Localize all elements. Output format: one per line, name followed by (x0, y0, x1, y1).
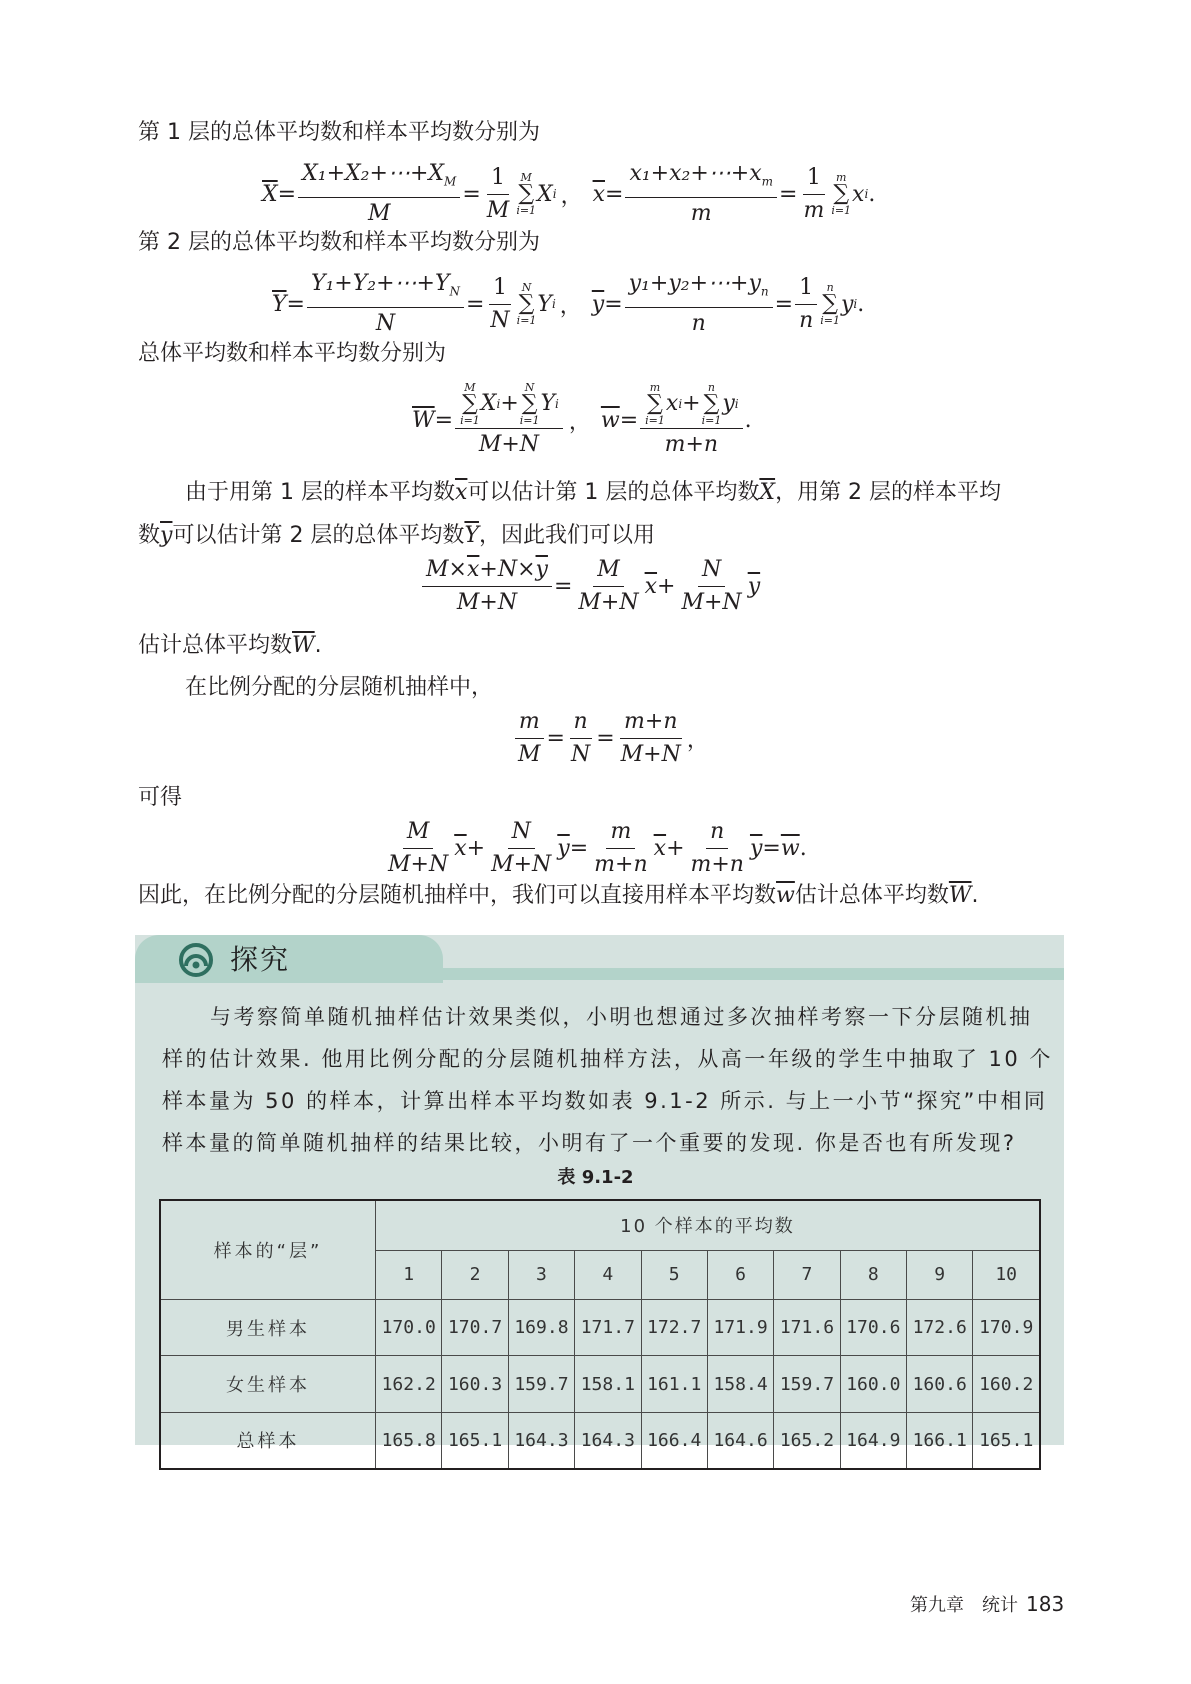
period: . (799, 836, 807, 861)
numerator-part: +N× (479, 557, 536, 582)
symbol: $\overline{x}$ (644, 574, 658, 599)
sum-lower: i=1 (820, 314, 840, 328)
row-label-cell: 总样本 (160, 1412, 376, 1469)
explore-text-line: 样本量的简单随机抽样的结果比较，小明有了一个重要的发现. 你是否也有所发现? (162, 1131, 1017, 1155)
symbol: X (537, 181, 553, 207)
denominator: M+N (681, 590, 742, 615)
table-cell: 164.9 (840, 1412, 906, 1469)
column-header-cell: 4 (575, 1250, 641, 1300)
text-segment: 估计总体平均数 (138, 633, 293, 658)
text-segment: ，因此我们可以用 (478, 523, 655, 548)
column-header-cell: 7 (774, 1250, 840, 1300)
numerator: M (403, 818, 434, 849)
text-line-kede: 可得 (138, 785, 183, 810)
summation (820, 282, 840, 326)
sum-sign: ∑ (647, 391, 663, 416)
table-row (160, 1300, 1040, 1356)
denominator: n (799, 307, 814, 333)
table-cell: 165.1 (973, 1412, 1040, 1469)
table-cell: 171.7 (575, 1300, 641, 1356)
fraction (574, 556, 642, 617)
comma: ， (568, 410, 591, 435)
formula-layer2-means: $\overline{Y}$ = $\frac{Y_1+Y_2+\cdots+Y_N}{N}$ = $\frac{1}{N}$ N ∑ i=1 Y i ， $\overline{y}$ = $\frac{y_1+y_2+\cdots+y_n}{n}$ = $\frac{1}{n}$ n ∑ i=1 y i . (272, 271, 865, 337)
symbol: Y (540, 391, 556, 416)
fraction (487, 818, 555, 879)
subscript: N (449, 284, 460, 299)
numerator: 1 (795, 274, 817, 305)
fraction (799, 164, 828, 225)
symbol: $\overline{x}$ (653, 836, 667, 861)
symbol: $\overline{x}$ (592, 181, 605, 207)
comma: ， (560, 183, 583, 209)
symbol: $\overline{w}$ (776, 883, 795, 908)
numerator-part: M× (426, 557, 467, 582)
symbol: $\overline{y}$ (557, 836, 570, 861)
fraction (625, 160, 777, 228)
table-cell: 160.2 (973, 1356, 1040, 1412)
text-line-estimation-2 (138, 520, 655, 552)
table-cell: 164.6 (707, 1412, 773, 1469)
summation (460, 382, 480, 426)
explore-text-line: 样本量为 50 的样本，计算出样本平均数如表 9.1-2 所示. 与上一小节“探究”中相同 (162, 1089, 1048, 1113)
symbol: $\overline{Y}$ (464, 523, 479, 548)
explore-text-line: 样的估计效果. 他用比例分配的分层随机抽样方法，从高一年级的学生中抽取了 10 个 (162, 1047, 1053, 1071)
symbol: x (665, 391, 679, 416)
sum-lower: i=1 (701, 414, 722, 427)
sum-sign: ∑ (833, 181, 850, 207)
sum-upper: N (524, 381, 535, 394)
table-cell: 172.7 (641, 1300, 707, 1356)
denominator: M (486, 197, 510, 223)
symbol: Y (537, 291, 552, 317)
sample-means-table (159, 1199, 1041, 1470)
symbol: y (722, 391, 735, 416)
table-cell: 161.1 (641, 1356, 707, 1412)
fraction (617, 708, 685, 769)
summation (702, 382, 722, 426)
fraction (384, 818, 452, 879)
numerator: m (515, 708, 544, 739)
sum-upper: N (521, 281, 532, 295)
sum-lower: i=1 (831, 204, 852, 218)
table-cell: 164.3 (508, 1412, 574, 1469)
period: . (744, 408, 752, 433)
text-segment: ，用第 2 层的样本平均 (775, 480, 1002, 505)
numerator: 1 (487, 164, 509, 195)
fraction (298, 160, 460, 228)
text-segment: 可以估计第 1 层的总体平均数 (467, 480, 760, 505)
sum-upper: M (464, 381, 476, 394)
column-header-cell: 10 (973, 1250, 1040, 1300)
column-header-cell: 6 (707, 1250, 773, 1300)
sum-lower: i=1 (460, 414, 480, 427)
summation (645, 382, 665, 426)
fraction (795, 274, 817, 335)
fraction (307, 270, 464, 338)
table-cell: 159.7 (508, 1356, 574, 1412)
summation (516, 172, 536, 216)
sum-lower: i=1 (519, 414, 540, 427)
chapter-label: 第九章 统计 (910, 1595, 1018, 1616)
sum-sign: ∑ (518, 291, 535, 317)
table-cell: 170.0 (376, 1300, 442, 1356)
denominator: M+N (456, 590, 518, 615)
table-cell: 172.6 (907, 1300, 973, 1356)
numerator: X₁+X₂+⋯+X (302, 161, 445, 186)
symbol: y (840, 291, 854, 317)
numerator: n (706, 818, 728, 849)
table-cell: 160.6 (907, 1356, 973, 1412)
column-header-cell: 5 (641, 1250, 707, 1300)
denominator: m+n (690, 852, 744, 877)
sum-sign: ∑ (521, 391, 538, 416)
text-segment: 由于用第 1 层的样本平均数 (185, 480, 455, 505)
subscript: m (761, 174, 773, 189)
denominator: M+N (388, 852, 449, 877)
text-segment: 估计总体平均数 (794, 883, 949, 908)
table-cell: 169.8 (508, 1300, 574, 1356)
text-line-layer1-intro: 第 1 层的总体平均数和样本平均数分别为 (138, 120, 540, 145)
symbol: $\overline{W}$ (292, 633, 315, 658)
formula-layer1-means: $\overline{X}$ = $\frac{X_1+X_2+\cdots+X_M}{M}$ = $\frac{1}{M}$ M ∑ i=1 X i ， $\overline{x}$ = $\frac{x_1+x_2+\cdots+x_m}{m}$ = $\frac{1}{m}$ m ∑ i=1 x i . (262, 161, 876, 227)
numerator: M (593, 556, 624, 587)
text-segment: 可以估计第 2 层的总体平均数 (172, 523, 465, 548)
magnifier-explore-icon (178, 942, 214, 978)
column-header-cell: 1 (376, 1250, 442, 1300)
column-header-cell: 9 (907, 1250, 973, 1300)
symbol: $\overline{W}$ (948, 883, 972, 908)
table-cell: 160.0 (840, 1356, 906, 1412)
denominator: n (691, 311, 706, 337)
denominator: N (570, 742, 591, 767)
table-row (160, 1412, 1040, 1469)
table-cell: 159.7 (774, 1356, 840, 1412)
sum-sign: ∑ (822, 291, 838, 317)
numerator: 1 (803, 164, 825, 195)
subscript: n (760, 284, 769, 299)
fraction (687, 818, 748, 879)
denominator: M (367, 201, 391, 227)
fraction (514, 708, 545, 769)
sum-sign: ∑ (518, 181, 535, 207)
numerator: y₁+y₂+⋯+y (628, 271, 761, 296)
fraction (625, 270, 773, 338)
symbol: $\overline{y}$ (749, 836, 763, 861)
fraction (567, 708, 594, 769)
symbol: $\overline{w}$ (780, 836, 800, 861)
text-line-layer2-intro: 第 2 层的总体平均数和样本平均数分别为 (138, 230, 540, 255)
sum-lower: i=1 (516, 314, 537, 328)
table-caption: 表 9.1-2 (557, 1167, 634, 1188)
numerator: x₁+x₂+⋯+x (629, 161, 762, 186)
symbol: $\overline{X}$ (759, 480, 776, 505)
table-cell: 166.4 (641, 1412, 707, 1469)
subscript: M (444, 174, 457, 189)
sum-sign: ∑ (462, 391, 478, 416)
numerator: 1 (489, 274, 511, 305)
column-header-cell: 3 (508, 1250, 574, 1300)
formula-total-means: $\overline{W}$ = M ∑ i=1 X i + N ∑ i=1 Y i M+N ， $\overline{w}$ = m ∑ i=1 x i + n ∑ i=1 y i m+n . (412, 381, 752, 457)
table-cell: 165.8 (376, 1412, 442, 1469)
denominator: M+N (491, 852, 552, 877)
denominator: m (803, 197, 825, 223)
formula-weighted-estimate: $\frac{M\times\overline{x}+N\times\overline{y}}{M+N}$ = $\frac{M}{M+N}$ $\overline{x}$ + $\frac{N}{M+N}$ $\overline{y}$ (420, 556, 760, 617)
text-segment: 因此，在比例分配的分层随机抽样中，我们可以直接用样本平均数 (138, 883, 777, 908)
comma: ， (559, 293, 582, 319)
text-segment: 数 (138, 523, 161, 548)
sum-upper: n (707, 381, 715, 394)
symbol: x (852, 181, 865, 207)
symbol: $\overline{X}$ (262, 181, 278, 207)
numerator: m (606, 818, 635, 849)
table-cell: 171.6 (774, 1300, 840, 1356)
symbol: $\overline{x}$ (454, 480, 468, 505)
table-row (160, 1356, 1040, 1412)
symbol: $\overline{W}$ (412, 408, 435, 433)
table-cell: 158.1 (575, 1356, 641, 1412)
sum-upper: m (649, 381, 661, 394)
denominator: N (375, 311, 396, 337)
sum-lower: i=1 (645, 414, 665, 427)
summation (520, 382, 540, 426)
column-header-cell: 2 (442, 1250, 508, 1300)
table-cell: 165.2 (774, 1412, 840, 1469)
period: . (314, 633, 322, 658)
sum-upper: n (826, 281, 834, 295)
denominator: N (490, 307, 510, 333)
sum-lower: i=1 (516, 204, 537, 218)
denominator: M+N (578, 590, 639, 615)
group-header-cell: 10 个样本的平均数 (376, 1200, 1041, 1250)
numerator: n (570, 708, 592, 739)
formula-equivalence: $\frac{M}{M+N}$ $\overline{x}$ + $\frac{N}{M+N}$ $\overline{y}$ = $\frac{m}{m+n}$ $\overline{x}$ + $\frac{n}{m+n}$ $\overline{y}$ = $\overline{w}$ . (382, 818, 807, 879)
table-cell: 171.9 (707, 1300, 773, 1356)
fraction (422, 556, 552, 617)
table-cell: 164.3 (575, 1412, 641, 1469)
denominator: m+n (664, 432, 719, 457)
symbol: $\overline{Y}$ (272, 291, 287, 317)
fraction: m ∑ i=1 x i + n ∑ i=1 y i m+n (640, 382, 742, 459)
numerator: N (698, 556, 725, 587)
symbol: X (480, 391, 497, 416)
table-cell: 160.3 (442, 1356, 508, 1412)
text-line-estimation-1 (185, 477, 1001, 509)
explore-text-line: 与考察简单随机抽样估计效果类似，小明也想通过多次抽样考察一下分层随机抽 (210, 1005, 1033, 1029)
text-line-estimate-total (138, 630, 322, 662)
formula-proportion: $\frac{m}{M}$ = $\frac{n}{N}$ = $\frac{m+n}{M+N}$ ， (512, 708, 709, 769)
explore-section-title: 探究 (230, 943, 291, 976)
comma: ， (686, 728, 709, 753)
numerator: Y₁+Y₂+⋯+Y (310, 271, 450, 296)
table-header-row (160, 1200, 1040, 1250)
symbol: $\overline{x}$ (466, 557, 480, 582)
symbol: $\overline{y}$ (535, 557, 548, 582)
row-header-cell: 样本的“层” (160, 1200, 376, 1300)
symbol: $\overline{y}$ (747, 574, 761, 599)
table-cell: 158.4 (707, 1356, 773, 1412)
table-cell: 170.9 (973, 1300, 1040, 1356)
period: . (857, 291, 865, 317)
summation (517, 282, 537, 326)
column-header-cell: 8 (840, 1250, 906, 1300)
sum-upper: M (520, 171, 532, 185)
denominator: M+N (620, 742, 681, 767)
text-line-conclusion (138, 880, 979, 912)
text-line-total-intro: 总体平均数和样本平均数分别为 (138, 341, 447, 366)
fraction (486, 274, 513, 335)
numerator: m+n (620, 708, 681, 739)
symbol: $\overline{y}$ (591, 291, 605, 317)
symbol: $\overline{w}$ (600, 408, 620, 433)
fraction (483, 164, 514, 225)
fraction (677, 556, 745, 617)
symbol: $\overline{x}$ (454, 836, 467, 861)
row-label-cell: 女生样本 (160, 1356, 376, 1412)
sum-upper: m (835, 171, 847, 185)
table-cell: 170.7 (442, 1300, 508, 1356)
denominator: M+N (478, 432, 540, 457)
table-cell: 170.6 (840, 1300, 906, 1356)
table-cell: 162.2 (376, 1356, 442, 1412)
text-line-proportional: 在比例分配的分层随机抽样中， (185, 675, 494, 700)
denominator: m+n (594, 852, 648, 877)
numerator: N (508, 818, 535, 849)
period: . (971, 883, 979, 908)
denominator: M (518, 742, 541, 767)
fraction (590, 818, 651, 879)
table-cell: 165.1 (442, 1412, 508, 1469)
summation (831, 172, 851, 216)
fraction: M ∑ i=1 X i + N ∑ i=1 Y i M+N (455, 382, 563, 459)
symbol: $\overline{y}$ (160, 523, 173, 548)
sum-sign: ∑ (703, 391, 720, 416)
row-label-cell: 男生样本 (160, 1300, 376, 1356)
page-number: 183 (1026, 1592, 1065, 1616)
table-cell: 166.1 (907, 1412, 973, 1469)
denominator: m (690, 201, 712, 227)
period: . (868, 181, 876, 207)
page-footer (910, 1591, 1064, 1617)
